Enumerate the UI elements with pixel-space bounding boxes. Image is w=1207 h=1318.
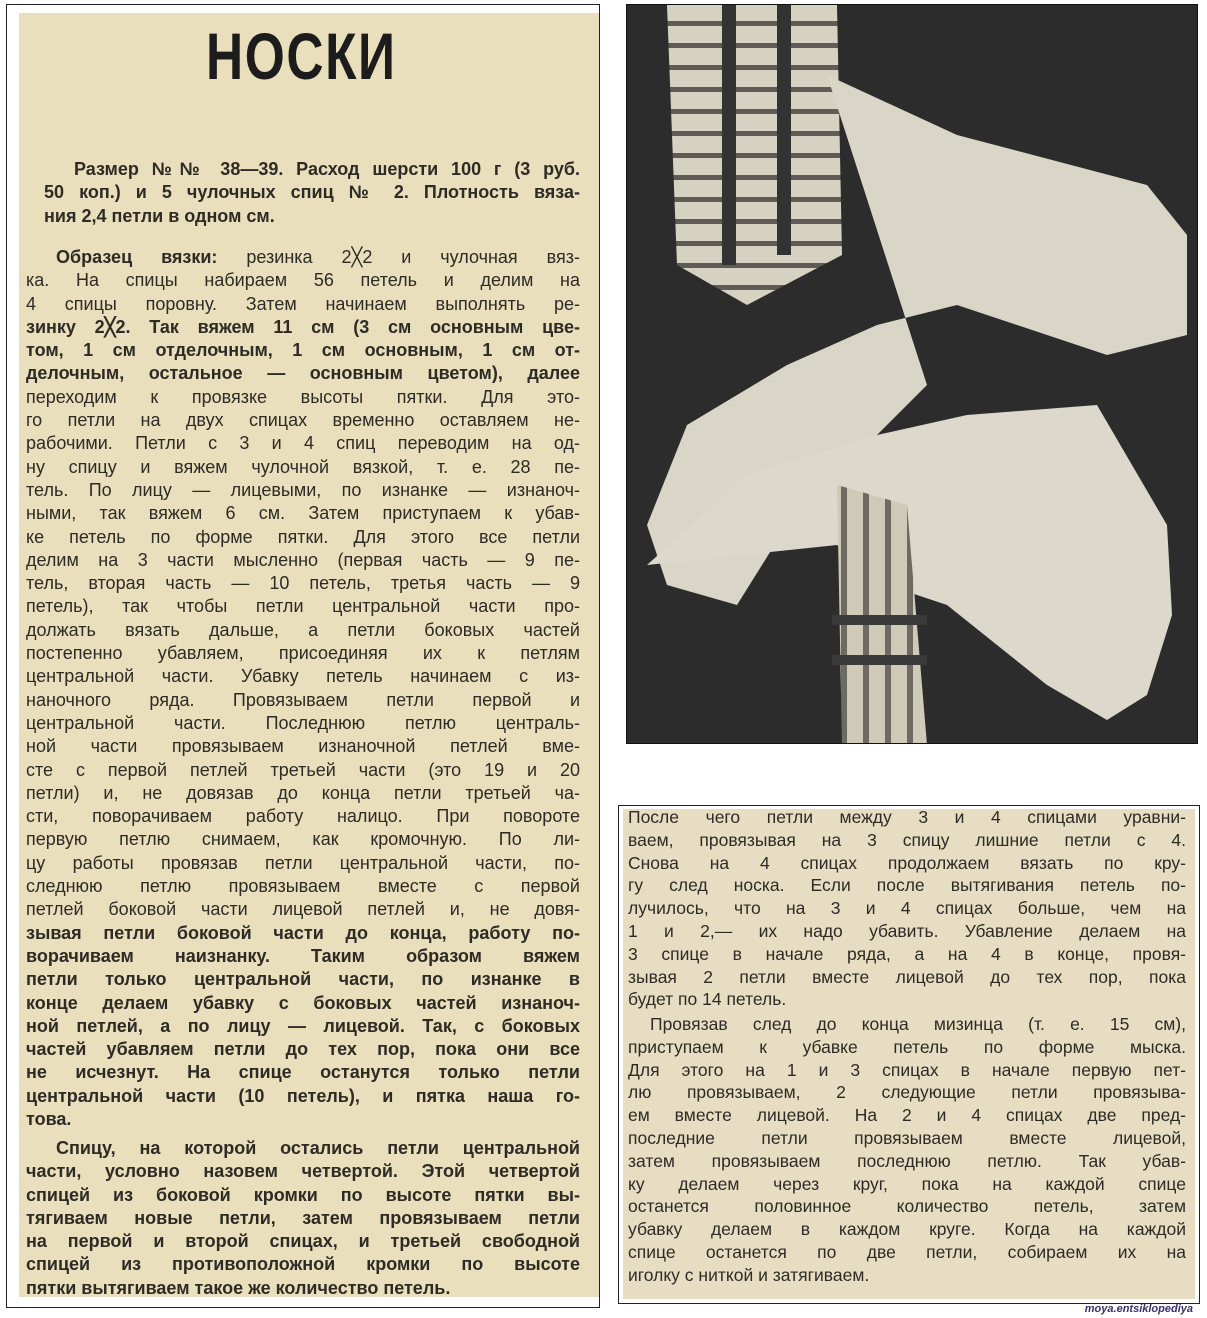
text-line: тель, вторая часть — 10 петель, третья часть — 9: [26, 573, 580, 594]
text-line: будет по 14 петель.: [628, 989, 787, 1010]
text-line: Провязав след до конца мизинца (т. е. 15 см),: [650, 1014, 1186, 1034]
text-line: ной петлей, а по лицу — лицевой. Так, с боковых: [26, 1015, 580, 1036]
text-line: иголку с ниткой и затягиваем.: [628, 1264, 870, 1285]
text-line: петель), так чтобы петли центральной части про-: [26, 596, 580, 617]
text-line: Размер №№ 38—39. Расход шерсти 100 г (3 руб.: [74, 159, 580, 179]
text-line: переходим к провязке высоты пятки. Для это-: [26, 386, 580, 407]
text-line: первую петлю снимаем, как кромочную. По ли-: [26, 829, 580, 850]
text-line: том, 1 см отделочным, 1 см основным, 1 см от-: [26, 340, 580, 361]
text-line: ка. На спицы набираем 56 петель и делим на: [26, 270, 580, 291]
text-line: спицей из боковой кромки по высоте пятки вы-: [26, 1184, 580, 1205]
text-line: убавку делаем в каждом круге. Когда на каждой: [628, 1219, 1186, 1240]
text-line: на первой и второй спицах, и третьей свободной: [26, 1231, 580, 1252]
text-line: ну спицу и вяжем чулочной вязкой, т. е. 28 пе-: [26, 456, 580, 477]
text-line: ке петель по форме пятки. Для этого все петли: [26, 526, 580, 547]
text-line: сте с первой петлей третьей части (это 19 и 20: [26, 759, 580, 780]
text-line: зывая 2 петли вместе лицевой до тех пор, пока: [628, 966, 1186, 987]
text-line: Спицу, на которой остались петли центральной: [56, 1138, 580, 1158]
text-line: конце делаем убавку с боковых частей изнаноч-: [26, 992, 580, 1013]
text-line: центральной части. Последнюю петлю централь-: [26, 712, 580, 733]
text-line: наночного ряда. Провязываем петли первой и: [26, 689, 580, 710]
text-line: това.: [26, 1108, 72, 1129]
text-line: не исчезнут. На спице останутся только петли: [26, 1062, 580, 1083]
text-line: зинку 2╳2. Так вяжем 11 см (3 см основным цве-: [26, 316, 580, 337]
text-line: зывая петли боковой части до конца, работу по-: [26, 922, 580, 943]
text-line: частей убавляем петли до тех пор, пока они все: [26, 1039, 580, 1060]
text-line: петли только центральной части, по изнанке в: [26, 969, 580, 990]
text-line: затем провязываем последнюю петлю. Так убав-: [628, 1150, 1186, 1171]
text-line: ворачиваем наизнанку. Таким образом вяжем: [26, 945, 580, 966]
text-line: сти, поворачиваем работу налицо. При повороте: [26, 806, 580, 827]
article-title: НОСКИ: [206, 19, 397, 93]
pattern-label: Образец вязки:: [56, 247, 218, 267]
text-line: лю провязываем, 2 следующие петли провязыва-: [628, 1082, 1186, 1103]
text-line: Для этого на 1 и 3 спицах в начале первую пет-: [628, 1059, 1186, 1080]
text-line: ной части провязываем изнаночной петлей вме-: [26, 736, 580, 757]
text-line: должать вязать дальше, а петли боковых частей: [26, 619, 580, 640]
text-line: петлей боковой части лицевой петлей и, не довя-: [26, 899, 580, 920]
text-line: Снова на 4 спицах продолжаем вязать по кру-: [628, 852, 1186, 873]
text-line: ваем, провязывая на 3 спицу лишние петли с 4.: [628, 829, 1186, 850]
text-line: последние петли провязываем вместе лицевой,: [628, 1127, 1186, 1148]
toe-paragraph: [628, 1013, 1186, 1287]
text-line: ными, так вяжем 6 см. Затем приступаем к убав-: [26, 503, 580, 524]
text-line: 4 спицы поровну. Затем начинаем выполнять ре-: [26, 293, 580, 314]
text-line: пятки вытягиваем такое же количество петель.: [26, 1277, 451, 1298]
text-line: приступаем к убавке петель по форме мыска.: [628, 1036, 1186, 1057]
text-line: петли) и, не довязав до конца петли третьей ча-: [26, 782, 580, 803]
heel-paragraph: [26, 1137, 580, 1300]
text-line: 3 спице в начале ряда, а на 4 в конце, провя-: [628, 943, 1186, 964]
watermark: moya.entsiklopediya: [1084, 1303, 1193, 1315]
text-line: 50 коп.) и 5 чулочных спиц № 2. Плотность вяза-: [44, 182, 580, 203]
upper-sock-cuff: [667, 5, 842, 305]
text-line: гу след носка. Если после вытягивания петель по-: [628, 875, 1186, 896]
text-line: цу работы провязав петли центральной части, по-: [26, 852, 580, 873]
text-line: делим на 3 части мысленно (первая часть — 9 пе-: [26, 549, 580, 570]
text-line: рабочими. Петли с 3 и 4 спиц переводим на од-: [26, 433, 580, 454]
text-line: следнюю петлю провязываем вместе с первой: [26, 876, 580, 897]
socks-illustration: [627, 5, 1197, 743]
text-line: постепенно убавляем, присоединяя их к петлям: [26, 643, 580, 664]
text-line: [26, 246, 580, 269]
text-line-rest: резинка 2╳2 и чулочная вяз-: [246, 247, 580, 267]
text-line: спицей из противоположной кромки по высоте: [26, 1254, 580, 1275]
text-line: ку делаем через круг, пока на каждой спице: [628, 1173, 1186, 1194]
text-line: центральной части. Убавку петель начинаем с из-: [26, 666, 580, 687]
pattern-paragraph: [26, 246, 580, 1131]
text-line: После чего петли между 3 и 4 спицами уравни-: [628, 807, 1186, 827]
text-line: тягиваем новые петли, затем провязываем петли: [26, 1207, 580, 1228]
text-line: лучилось, что на 3 и 4 спицах больше, чем на: [628, 898, 1186, 919]
text-line: части, условно назовем четвертой. Этой четвертой: [26, 1161, 580, 1182]
text-line: ния 2,4 петли в одном см.: [44, 205, 275, 226]
text-line: ем вместе лицевой. На 2 и 4 спицах две пред-: [628, 1105, 1186, 1126]
text-line: спице останется по две петли, собираем их на: [628, 1241, 1186, 1262]
foot-paragraph: [628, 806, 1186, 1011]
text-line: 1 и 2,— их надо убавить. Убавление делаем на: [628, 920, 1186, 941]
text-line: останется половинное количество петель, затем: [628, 1196, 1186, 1217]
intro-paragraph: [44, 158, 580, 228]
text-line: делочным, остальное — основным цветом), далее: [26, 363, 580, 384]
text-line: центральной части (10 петель), и пятка наша го-: [26, 1085, 580, 1106]
text-line: тель. По лицу — лицевыми, по изнанке — изнаноч-: [26, 479, 580, 500]
text-line: го петли на двух спицах временно оставляем не-: [26, 410, 580, 431]
socks-photo: [626, 4, 1198, 744]
